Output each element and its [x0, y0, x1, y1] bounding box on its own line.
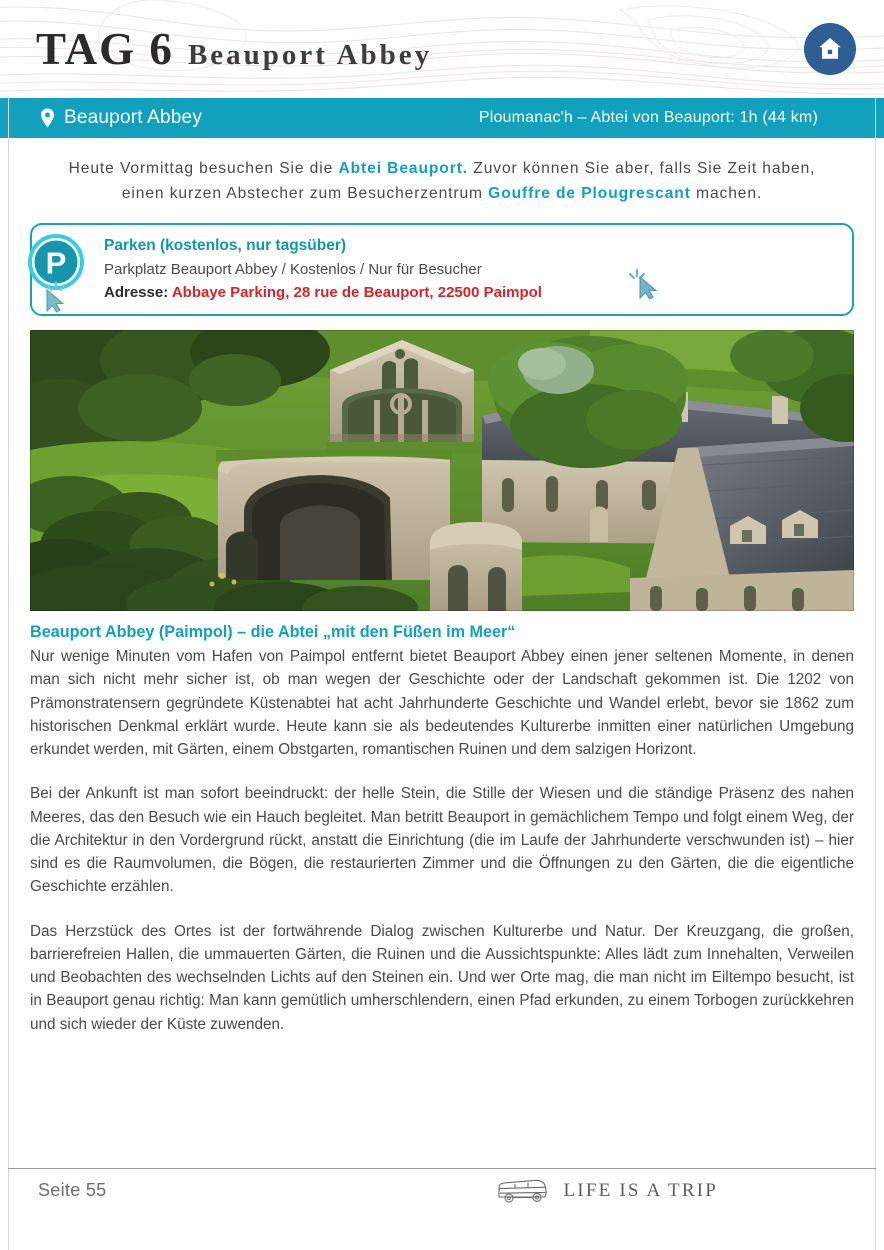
parking-address-label: Adresse: — [104, 283, 169, 301]
page-right-rule — [875, 0, 876, 1250]
article-paragraph: Nur wenige Minuten vom Hafen von Paimpol entfernt bietet Beauport Abbey einen jener seltenen Momente, in denen man sich nicht mehr sicher ist, ob man wegen der Geschichte oder der Landschaft gekommen ist. Die 1202 von Prämonstratensern gegründete Küstenabtei hat acht Jahrhunderte Geschichte und Wandel erlebt, bevor sie 1862 zum historischen Denkmal erklärt wurde. Heute kann sie als bedeutendes Kulturerbe inmitten einer natürlichen Umgebung erkundet werden, mit Gärten, einem Obstgarten, romantischen Ruinen und dem salzigen Horizont. — [30, 648, 854, 758]
intro-highlight-2: Gouffre de Plougrescant — [488, 184, 691, 202]
page-title — [36, 23, 433, 74]
article-heading: Beauport Abbey (Paimpol) – die Abtei „mit den Füßen im Meer“ — [30, 623, 516, 641]
click-cursor-icon — [38, 279, 74, 313]
page-left-rule — [8, 0, 9, 1250]
article-paragraph: Bei der Ankunft ist man sofort beeindruckt: der helle Stein, die Stille der Wiesen und die ständige Präsenz des nahen Meeres, das den Besuch wie ein Hauch begleitet. Man betritt Beauport in gemächlichem Tempo und folgt einem Weg, der die Architektur in den Vordergrund rückt, anstatt die Einrichtung (die im Laufe der Jahrhunderte verschwunden ist) – hier sind es die Raumvolumen, die Bögen, die restaurierten Zimmer und die Öffnungen zu den Gärten, die die eigentliche Geschichte erzählen. — [30, 785, 854, 896]
intro-paragraph — [62, 157, 822, 206]
article-body — [30, 623, 854, 1036]
intro-highlight-1: Abtei Beauport. — [338, 160, 469, 177]
page-header — [0, 0, 884, 98]
parking-info-block — [30, 223, 854, 316]
place-title: Beauport Abbey — [187, 38, 433, 71]
location-banner — [0, 98, 884, 138]
parking-title: Parken (kostenlos, nur tagsüber) — [104, 237, 347, 255]
intro-part-3: machen. — [690, 184, 763, 202]
abbey-photo-illustration — [30, 330, 854, 611]
day-label: TAG 6 — [36, 23, 174, 74]
parking-address-value[interactable]: Abbaye Parking, 28 rue de Beauport, 22500 Paimpol — [171, 283, 542, 301]
parking-details: Parkplatz Beauport Abbey / Kostenlos / Nur für Besucher — [104, 260, 482, 278]
click-cursor-icon — [628, 267, 666, 301]
intro-part-1: Heute Vormittag besuchen Sie die — [68, 160, 339, 177]
camper-van-icon — [495, 1177, 549, 1205]
home-icon — [815, 34, 845, 64]
article-paragraph: Das Herzstück des Ortes ist der fortwährende Dialog zwischen Kulturerbe und Natur. Der Kreuzgang, die großen, barrierefreien Hallen, die ummauerten Gärten, die Ruinen und die Aussichtspunkte: Alles lädt zum Innehalten, Verweilen und Beobachten des wechselnden Lichts auf den Steinen ein. Und wer Orte mag, die man nicht im Eiltempo besucht, ist in Beauport genau richtig: Man kann gemütlich umherschlendern, einen Pfad erkunden, zu einem Torbogen zurückkehren und sich wieder der Küste zuwenden. — [30, 922, 854, 1033]
abbey-photo — [30, 330, 854, 611]
banner-route: Ploumanac'h – Abtei von Beauport: 1h (44 km) — [478, 109, 818, 126]
brand-text: LIFE IS A TRIP — [563, 1179, 718, 1201]
home-button[interactable] — [804, 23, 856, 75]
brand-logo — [495, 1177, 718, 1205]
svg-text:P: P — [45, 245, 67, 281]
banner-location — [40, 107, 202, 129]
intro-part-2: Zuvor können Sie aber, falls Sie Zeit haben, einen kurzen Abstecher zum Besucherzentrum — [121, 160, 816, 202]
page-footer — [8, 1168, 876, 1212]
parking-box — [30, 223, 854, 316]
parking-address — [104, 281, 836, 304]
map-pin-icon — [40, 108, 55, 128]
page-number: Seite 55 — [38, 1180, 107, 1200]
banner-location-label: Beauport Abbey — [64, 107, 203, 128]
